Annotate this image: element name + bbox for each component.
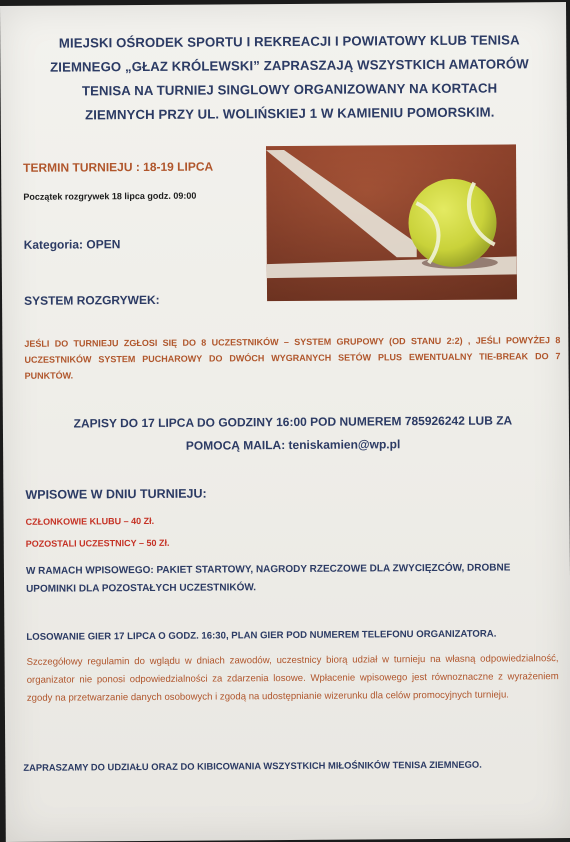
tennis-ball-photo <box>266 144 517 301</box>
registration-line-1: ZAPISY DO 17 LIPCA DO GODZINY 16:00 POD NUMEREM 785926242 LUB ZA <box>73 413 513 431</box>
entry-fee-heading: WPISOWE W DNIU TURNIEJU: <box>25 486 207 502</box>
tournament-poster <box>0 2 570 842</box>
title-line-2: ZIEMNEGO „GŁAZ KRÓLEWSKI” ZAPRASZAJĄ WSZYSTKICH AMATORÓW <box>50 56 529 75</box>
tournament-date: TERMIN TURNIEJU : 18-19 LIPCA <box>23 159 214 175</box>
title-line-4: ZIEMNYCH PRZY UL. WOLIŃSKIEJ 1 W KAMIENIU POMORSKIM. <box>85 104 495 123</box>
draw-info: LOSOWANIE GIER 17 LIPCA O GODZ. 16:30, PLAN GIER POD NUMEREM TELEFONU ORGANIZATORA. <box>26 628 497 643</box>
registration-info <box>25 409 561 459</box>
poster-title <box>28 28 551 128</box>
participant-fee: POZOSTALI UCZESTNICY – 50 Zł. <box>25 537 170 549</box>
title-line-3: TENISA NA TURNIEJ SINGLOWY ORGANIZOWANY NA KORTACH <box>81 80 498 99</box>
system-rules: JEŚLI DO TURNIEJU ZGŁOSI SIĘ DO 8 UCZESTNIKÓW – SYSTEM GRUPOWY (OD STANU 2:2) , JEŚLI POWYŻEJ 8 UCZESTNIKÓW SYSTEM PUCHAROWY DO DWÓCH WYGRANYCH SETÓW PLUS EWENTUALNY TIE-BREAK DO 7 PUNKTÓW. <box>24 335 561 381</box>
category: Kategoria: OPEN <box>23 237 121 252</box>
start-time: Początek rozgrywek 18 lipca godz. 09:00 <box>23 190 197 202</box>
member-fee: CZŁONKOWIE KLUBU – 40 Zł. <box>25 515 155 527</box>
registration-line-2: POMOCĄ MAILA: teniskamien@wp.pl <box>185 437 401 453</box>
fee-includes: W RAMACH WPISOWEGO: PAKIET STARTOWY, NAGRODY RZECZOWE DLA ZWYCIĘZCÓW, DROBNE UPOMINKI DLA POZOSTAŁYCH UCZESTNIKÓW. <box>25 562 511 595</box>
invitation-footer: ZAPRASZAMY DO UDZIAŁU ORAZ DO KIBICOWANIA WSZYSTKICH MIŁOŚNIKÓW TENISA ZIEMNEGO. <box>23 758 482 773</box>
regulations-text: Szczegółowy regulamin do wglądu w dniach zawodów, uczestnicy biorą udział w turnieju na własną odpowiedzialność, organizator nie ponosi odpowiedzialności za zdarzenia losowe. Wpłacenie wpisowego jest równoznaczne z wyrażeniem zgody na przetwarzanie danych osobowych i zgodą na udostępnianie wizerunku dla celów promocyjnych turnieju. <box>26 653 559 704</box>
title-line-1: MIEJSKI OŚRODEK SPORTU I REKREACJI I POWIATOWY KLUB TENISA <box>58 32 520 51</box>
system-heading: SYSTEM ROZGRYWEK: <box>24 292 160 308</box>
tennis-ball-icon <box>266 144 517 301</box>
